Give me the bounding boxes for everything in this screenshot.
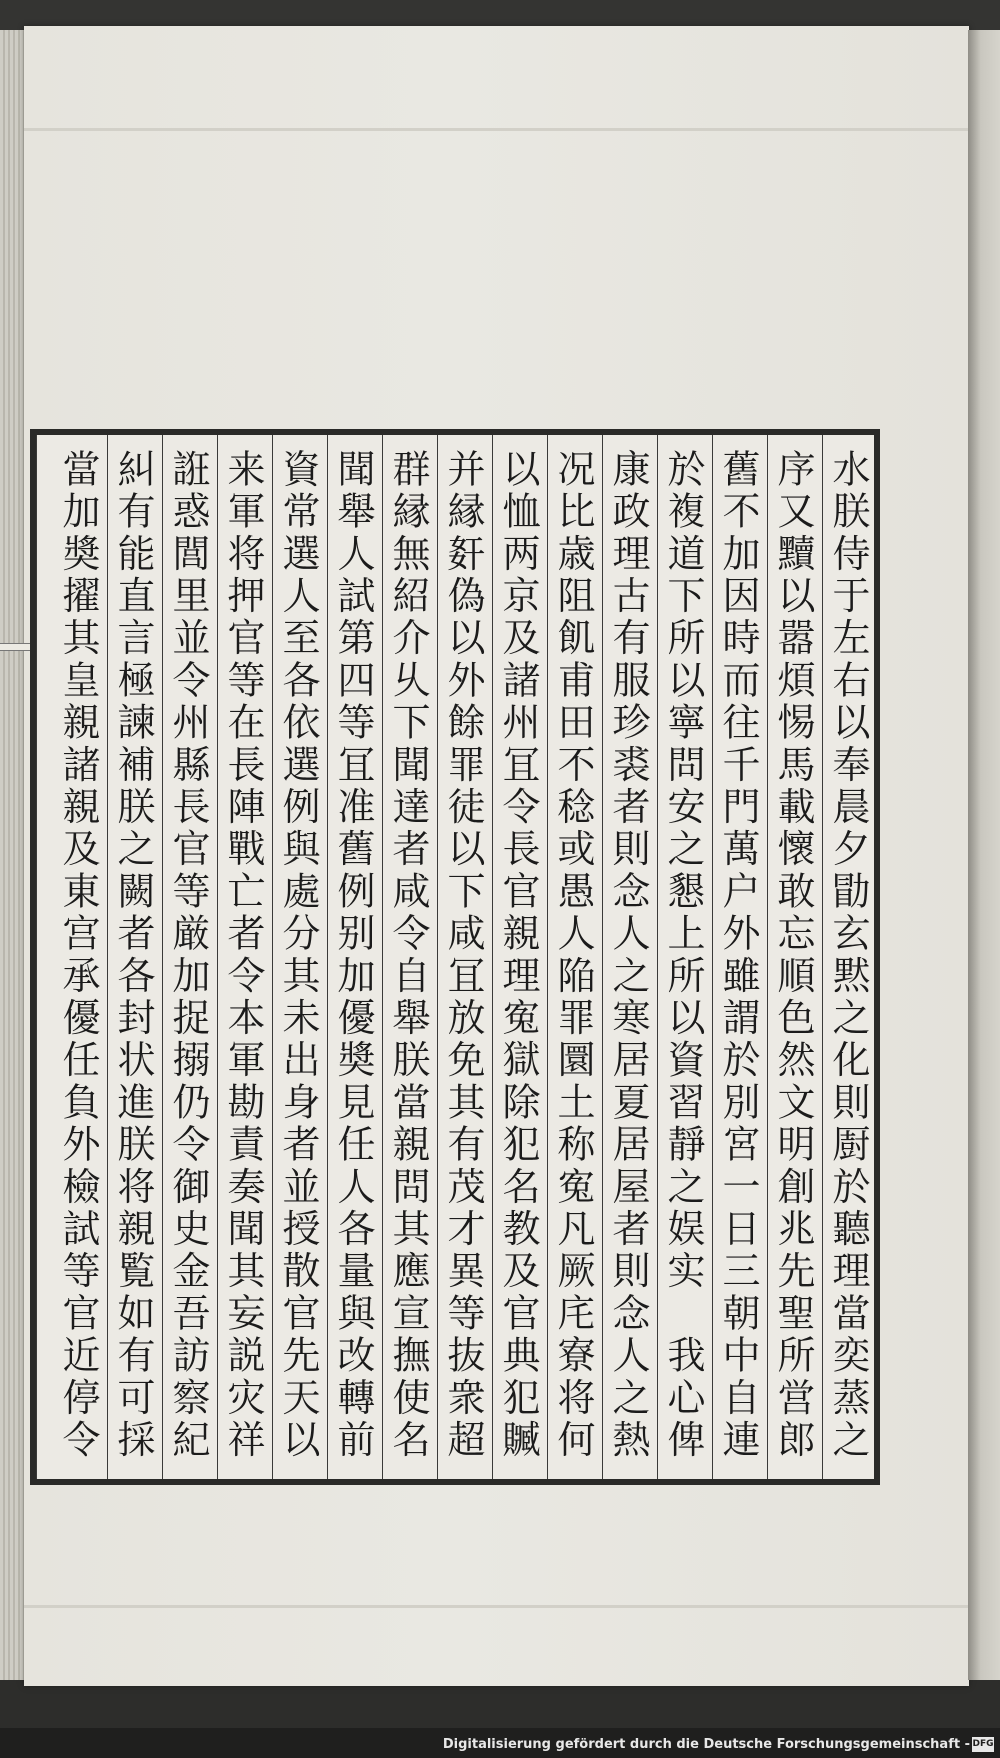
column-text: 康政理古有服珍裘者則念人之寒居夏居屋者則念人之熱 (606, 449, 650, 1462)
text-column-14 (107, 435, 159, 1479)
column-text: 聞舉人試第四等冝准舊例别加優奬見任人各量與改轉前 (331, 449, 375, 1462)
text-column-12 (217, 435, 269, 1479)
text-column-8 (437, 435, 489, 1479)
column-text: 序又黷以嚣煩惕馬載懷敢忘順色然文明創兆先聖所営郎 (771, 449, 815, 1462)
column-text: 来軍将押官等在長陣戰亡者令本軍勘責奏聞其妄説灾祥 (221, 449, 265, 1462)
column-text: 群縁無紹介乆下聞達者咸令自舉朕當親問其應宣撫使名 (386, 449, 430, 1462)
text-column-9 (382, 435, 434, 1479)
column-text: 况比歳阻飢甫田不稔或愚人陥罪圜土称寃凡厥㡯寮将何 (551, 449, 595, 1462)
text-column-15 (36, 435, 104, 1479)
text-column-7 (492, 435, 544, 1479)
column-text: 資常選人至各依選例與處分其未出身者並授散官先天以 (276, 449, 320, 1462)
dfg-logo: DFG (972, 1737, 994, 1752)
digitization-credit: Digitalisierung gefördert durch die Deutsche Forschungsgemeinschaft - (442, 1737, 970, 1752)
column-text: 舊不加因時而往千門萬户外雖謂於別宮一日三朝中自連 (716, 449, 760, 1462)
column-text: 誑惑閭里並令州縣長官等厳加捉搦仍令御史金吾訪察紀 (166, 449, 210, 1462)
text-column-10 (327, 435, 379, 1479)
text-column-11 (272, 435, 324, 1479)
text-column-13 (162, 435, 214, 1479)
text-column-4 (657, 435, 709, 1479)
text-column-2 (767, 435, 819, 1479)
page-fold-bottom (24, 1605, 969, 1608)
page-fold-top (24, 128, 969, 131)
column-text: 并縁姧偽以外餘罪徒以下咸冝放免其有茂才異等抜衆超 (441, 449, 485, 1462)
digitization-footer (0, 1728, 1000, 1758)
text-column-1 (822, 435, 874, 1479)
column-text: 水朕侍于左右以奉晨夕勖玄黙之化則㕑於聽理當奕蒸之 (826, 449, 870, 1462)
text-column-6 (547, 435, 599, 1479)
text-column-5 (602, 435, 654, 1479)
column-text: 於複道下所以寧問安之懇上所以資習靜之娱实 我心俾 (661, 449, 705, 1462)
facing-page-edge (968, 30, 1000, 1680)
text-frame (30, 429, 880, 1485)
column-text: 糾有能直言極諫補朕之闕者各封状進朕将親覧如有可採 (111, 449, 155, 1462)
column-text: 當加奬擢其皇親諸親及東宫承優任負外檢試等官近停令 (56, 449, 100, 1462)
column-text: 以恤两京及諸州冝令長官親理寃獄除犯名教及官典犯贓 (496, 449, 540, 1462)
text-column-3 (712, 435, 764, 1479)
